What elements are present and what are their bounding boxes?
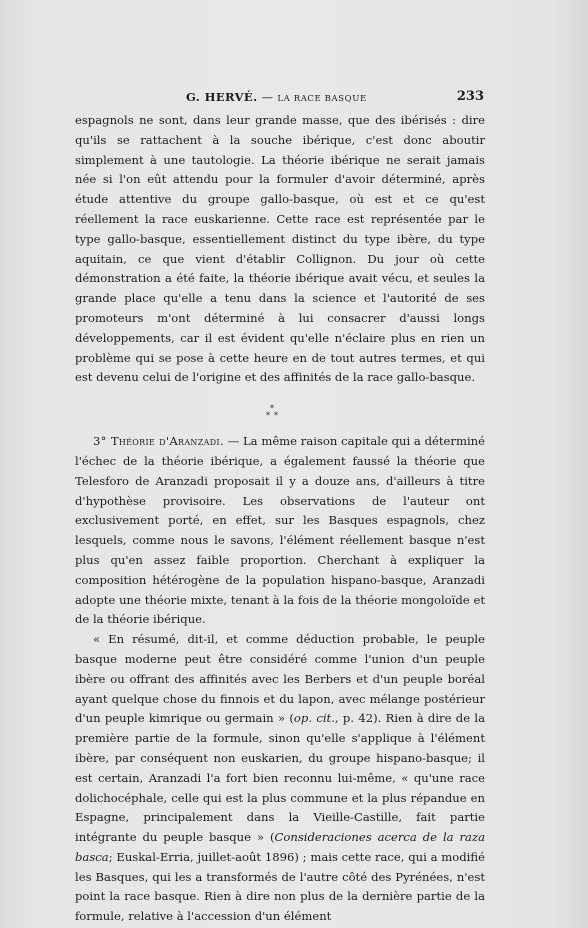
running-head	[76, 90, 484, 110]
asterisk: *	[266, 411, 270, 421]
paragraph-continued: espagnols ne sont, dans leur grande masse, que des ibérisés : dire qu'ils se rattachent à la souche ibérique, c'est donc aboutir simplement à une tautologie. La théorie ibérique ne serait jamais née si l'on eût attendu pour la formuler d'avoir déterminé, après étude attentive du groupe gallo-basque, où est et ce qu'est réellement la race euskarienne. Cette race est représentée par le type gallo-basque, essentiellement distinct du type ibère, du type aquitain, ce que vient d'établir Collignon. Du jour où cette démonstration a été faite, la théorie ibérique avait vécu, et seules la grande place qu'elle a tenu dans la science et l'autorité de ses promoteurs m'ont déterminé à lui consacrer d'aussi longs développements, car il est évident qu'elle n'éclaire plus en rien un problème qui se pose à cette heure en de tout autres termes, et qui est devenu celui de l'origine et des affinités de la race gallo-basque.	[75, 113, 485, 385]
author-name: G. HERVÉ.	[186, 90, 258, 104]
page-number: 233	[456, 89, 484, 104]
heading-dash: —	[223, 434, 243, 449]
paragraph-text: ; Euskal-Erria, juillet-août 1896) ; mais cette race, qui a modifié les Basques, qui les a transformés de l'autre côté des Pyrénées, n'est point la race basque. Rien à dire non plus de la dernière partie de la formule, relative à l'accession d'un élément	[75, 849, 485, 924]
section-heading: 3° Théorie d'Aranzadi.	[93, 434, 224, 449]
paragraph-text: La même raison capitale qui a déterminé l'échec de la théorie ibérique, a également faussé la théorie que Telesforo de Aranzadi proposait il y a douze ans, d'ailleurs à titre d'hypothèse provisoire. Les observations de l'auteur ont exclusivement porté, en effet, sur les Basques espagnols, chez lesquels, comme nous le savons, l'élément réellement basque n'est plus qu'en assez faible proportion. Cherchant à expliquer la composition hétérogène de la population hispano-basque, Aranzadi adopte une théorie mixte, tenant à la fois de la théorie mongoloïde et de la théorie ibérique.	[75, 434, 485, 627]
header-separator: —	[261, 90, 274, 104]
cited-work-title: Consideraciones acerca de la raza basca	[75, 830, 485, 864]
asterism-ornament	[75, 388, 485, 432]
asterisk: *	[274, 411, 278, 421]
body-text	[75, 111, 485, 927]
asterisk: *	[270, 404, 274, 414]
paragraph-quotation	[75, 630, 485, 927]
running-subject: LA RACE BASQUE	[277, 94, 367, 104]
quote-text: « En résumé, dit-il, et comme déduction probable, le peuple basque moderne peut être considéré comme l'union d'un peuple ibère ou offrant des affinités avec les Berbers et d'un peuple boréal ayant quelque chose du finnois et du lapon, avec mélange postérieur d'un peuple kimrique ou germain » (	[75, 632, 485, 726]
paragraph-aranzadi-theory	[75, 432, 485, 630]
running-title	[186, 90, 367, 104]
quote-text: , p. 42). Rien à dire de la première partie de la formule, sinon qu'elle s'applique à l'élément ibère, par conséquent non euskarien, du groupe hispano-basque; il est certain, Aranzadi l'a fort bien reconnu lui-même, « qu'une race dolichocéphale, celle qui est la plus commune et la plus répandue en Espagne, principalement dans la Vieille-Castille, fait partie intégrante du peuple basque » (	[75, 711, 486, 845]
citation-op-cit: op. cit.	[293, 711, 335, 726]
